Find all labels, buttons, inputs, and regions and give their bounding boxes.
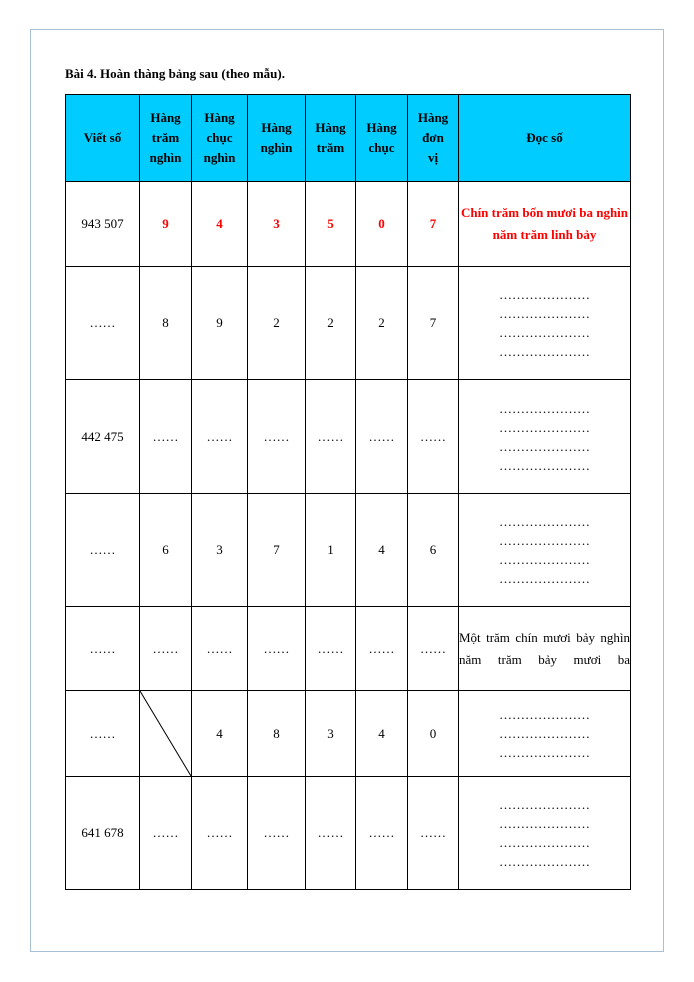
table-row xyxy=(66,380,631,494)
number-cell: …… xyxy=(66,267,140,380)
digit-cell: 2 xyxy=(356,267,408,380)
digit-cell: …… xyxy=(306,607,356,691)
empty-diagonal-cell xyxy=(140,691,192,777)
reading-cell: Chín trăm bốn mươi ba nghìn năm trăm linh bảy xyxy=(459,182,631,267)
header-nghin: Hàng nghìn xyxy=(248,95,306,182)
header-tram: Hàng trăm xyxy=(306,95,356,182)
digit-cell: …… xyxy=(192,607,248,691)
digit-cell: …… xyxy=(192,777,248,890)
digit-cell: 2 xyxy=(306,267,356,380)
digit-cell: 0 xyxy=(408,691,459,777)
number-cell: …… xyxy=(66,691,140,777)
header-row xyxy=(66,95,631,182)
digit-cell: 3 xyxy=(248,182,306,267)
table-row xyxy=(66,182,631,267)
digit-cell: 4 xyxy=(356,494,408,607)
diagonal-line xyxy=(140,691,191,776)
digit-cell: …… xyxy=(408,607,459,691)
digit-cell: …… xyxy=(140,380,192,494)
number-cell: 943 507 xyxy=(66,182,140,267)
header-don-vi: Hàng đơn vị xyxy=(408,95,459,182)
digit-cell: 3 xyxy=(192,494,248,607)
digit-cell: …… xyxy=(356,607,408,691)
header-tram-nghin: Hàng trăm nghìn xyxy=(140,95,192,182)
digit-cell: …… xyxy=(356,777,408,890)
header-doc-so: Đọc số xyxy=(459,95,631,182)
header-chuc-nghin: Hàng chục nghìn xyxy=(192,95,248,182)
table-row xyxy=(66,777,631,890)
digit-cell: 1 xyxy=(306,494,356,607)
digit-cell: 2 xyxy=(248,267,306,380)
digit-cell: 8 xyxy=(248,691,306,777)
digit-cell: 7 xyxy=(408,267,459,380)
digit-cell: 4 xyxy=(356,691,408,777)
digit-cell: …… xyxy=(248,777,306,890)
table-row xyxy=(66,494,631,607)
digit-cell: 7 xyxy=(248,494,306,607)
digit-cell: …… xyxy=(140,777,192,890)
digit-cell: 6 xyxy=(408,494,459,607)
table-row xyxy=(66,691,631,777)
number-cell: …… xyxy=(66,494,140,607)
number-cell: 442 475 xyxy=(66,380,140,494)
digit-cell: 0 xyxy=(356,182,408,267)
header-viet-so: Viết số xyxy=(66,95,140,182)
digit-cell: 4 xyxy=(192,691,248,777)
digit-cell: …… xyxy=(248,607,306,691)
digit-cell: 8 xyxy=(140,267,192,380)
digit-cell: …… xyxy=(408,380,459,494)
reading-cell: Một trăm chín mươi bảy nghìn năm trăm bảy mươi ba xyxy=(459,607,631,691)
reading-cell: ………………… ………………… ………………… ………………… xyxy=(459,494,631,607)
table-row xyxy=(66,607,631,691)
digit-cell: 5 xyxy=(306,182,356,267)
digit-cell: 9 xyxy=(192,267,248,380)
digit-cell: …… xyxy=(192,380,248,494)
digit-cell: …… xyxy=(306,777,356,890)
reading-cell: ………………… ………………… ………………… ………………… xyxy=(459,380,631,494)
digit-cell: …… xyxy=(356,380,408,494)
digit-cell: 4 xyxy=(192,182,248,267)
digit-cell: …… xyxy=(408,777,459,890)
reading-cell: ………………… ………………… ………………… ………………… xyxy=(459,267,631,380)
digit-cell: 6 xyxy=(140,494,192,607)
digit-cell: 7 xyxy=(408,182,459,267)
digit-cell: …… xyxy=(306,380,356,494)
digit-cell: …… xyxy=(248,380,306,494)
table-row xyxy=(66,267,631,380)
number-cell: 641 678 xyxy=(66,777,140,890)
place-value-table xyxy=(65,94,631,890)
reading-cell: ………………… ………………… ………………… ………………… xyxy=(459,777,631,890)
digit-cell: 3 xyxy=(306,691,356,777)
header-chuc: Hàng chục xyxy=(356,95,408,182)
number-cell: …… xyxy=(66,607,140,691)
digit-cell: 9 xyxy=(140,182,192,267)
digit-cell: …… xyxy=(140,607,192,691)
reading-cell: ………………… ………………… ………………… xyxy=(459,691,631,777)
exercise-title: Bài 4. Hoàn thàng bảng sau (theo mẫu). xyxy=(65,66,285,81)
